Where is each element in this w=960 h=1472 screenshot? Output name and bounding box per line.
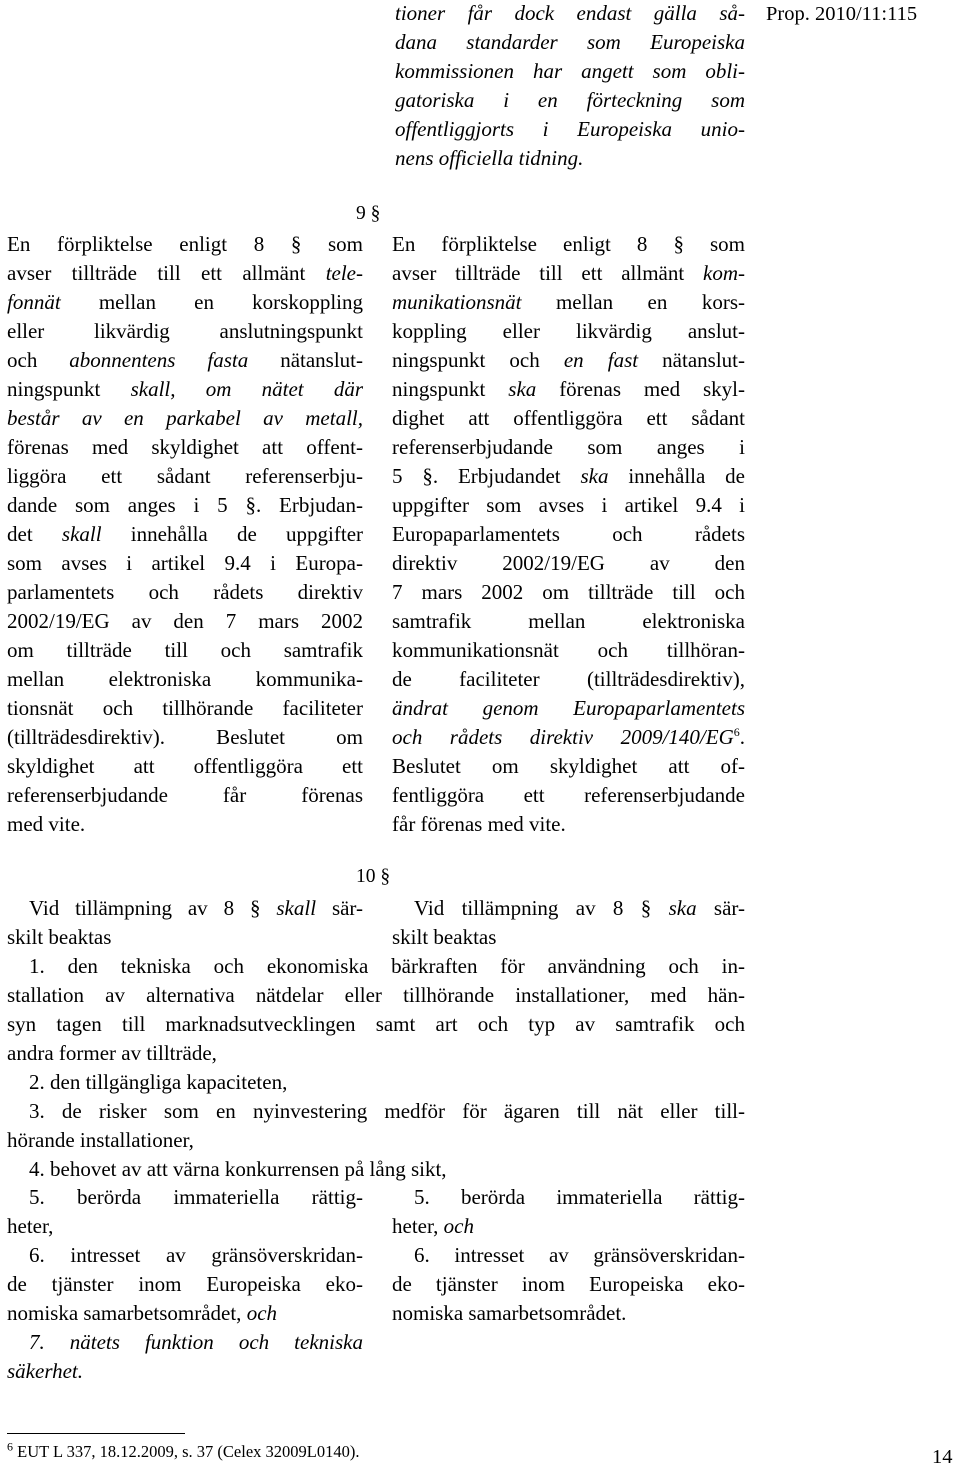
text-line — [7, 1357, 363, 1386]
text-segment: förenas med skyl- — [536, 377, 745, 401]
text-line — [392, 375, 745, 404]
text-segment: nätanslut- — [248, 348, 363, 372]
text-line — [392, 259, 745, 288]
text-segment: nätanslut- — [638, 348, 745, 372]
text-line — [392, 520, 745, 549]
italic-text: skall, om nätet där — [130, 377, 363, 401]
paragraph-label-9: 9 § — [356, 203, 381, 224]
text-segment: dande som anges i 5 §. Erbjudan- — [7, 493, 363, 517]
footnote-number: 6 — [7, 1439, 13, 1454]
text-segment: skilt beaktas — [392, 925, 497, 949]
text-segment: avser tillträde till ett allmänt — [7, 261, 326, 285]
text-segment: direktiv 2002/19/EG av den — [392, 551, 745, 575]
text-segment: innehålla de uppgifter — [101, 522, 364, 546]
text-segment: ningspunkt och — [392, 348, 564, 372]
text-line — [392, 346, 745, 375]
text-line — [7, 894, 363, 923]
text-segment: 5 §. Erbjudandet — [392, 464, 581, 488]
text-segment: de tjänster inom Europeiska eko- — [7, 1272, 363, 1296]
text-line — [392, 810, 745, 839]
text-segment: förenas med skyldighet att offent- — [7, 435, 363, 459]
text-line — [7, 636, 363, 665]
text-line: stallation av alternativa nätdelar eller tillhörande installationer, med hän- — [7, 983, 745, 1007]
text-line — [7, 1183, 363, 1212]
text-line — [392, 491, 745, 520]
text-segment: fentliggöra ett referenserbjudande — [392, 783, 745, 807]
text-line: offentliggjorts i Europeiska unio- — [395, 117, 745, 141]
text-line: hörande installationer, — [7, 1128, 194, 1152]
text-line — [392, 433, 745, 462]
italic-text: består av en parkabel av metall, — [7, 406, 363, 430]
text-segment: sär- — [316, 896, 364, 920]
text-line: nens officiella tidning. — [395, 146, 584, 170]
italic-text: fonnät — [7, 290, 61, 314]
text-segment: liggöra ett sådant referenserbju- — [7, 464, 363, 488]
section10-left-tail — [7, 1183, 363, 1386]
text-segment: Vid tillämpning av 8 § — [29, 896, 277, 920]
text-segment: som avses i artikel 9.4 i Europa- — [7, 551, 363, 575]
footnote-ref: 6 — [733, 725, 740, 739]
italic-text: 7. nätets funktion och tekniska — [29, 1330, 363, 1354]
text-line — [392, 752, 745, 781]
text-segment: med vite. — [7, 812, 86, 836]
text-segment: referenserbjudande som anges i — [392, 435, 745, 459]
text-line — [7, 462, 363, 491]
text-line — [392, 665, 745, 694]
footnote-text: EUT L 337, 18.12.2009, s. 37 (Celex 32009L0140). — [17, 1442, 360, 1461]
text-segment: innehålla de — [608, 464, 745, 488]
italic-text: abonnentens fasta — [69, 348, 249, 372]
italic-text: en fast — [563, 348, 639, 372]
footnote — [7, 1441, 359, 1463]
section9-right-column — [392, 230, 745, 839]
italic-text: tele- — [325, 261, 363, 285]
text-segment: parlamentets och rådets direktiv — [7, 580, 363, 604]
text-line — [7, 1270, 363, 1299]
text-segment: (tillträdesdirektiv). Beslutet om — [7, 725, 363, 749]
footnote-separator — [7, 1433, 185, 1434]
text-segment: nomiska samarbetsområdet. — [392, 1301, 627, 1325]
text-line — [7, 752, 363, 781]
top-right-continuation — [395, 0, 745, 173]
text-segment: de faciliteter (tillträdesdirektiv), — [392, 667, 745, 691]
text-line — [392, 549, 745, 578]
text-segment: Vid tillämpning av 8 § — [414, 896, 669, 920]
text-segment: 2002/19/EG av den 7 mars 2002 — [7, 609, 363, 633]
text-line — [392, 1183, 745, 1212]
text-segment: och — [7, 348, 70, 372]
text-line: 4. behovet av att värna konkurrensen på lång sikt, — [29, 1157, 447, 1181]
text-segment: om tillträde till och samtrafik — [7, 638, 363, 662]
italic-text: ska — [508, 377, 537, 401]
text-line — [392, 1270, 745, 1299]
text-segment: Europaparlamentets och rådets — [392, 522, 745, 546]
text-line — [392, 894, 745, 923]
text-segment: uppgifter som avses i artikel 9.4 i — [392, 493, 745, 517]
text-segment: mellan elektroniska kommunika- — [7, 667, 363, 691]
text-line — [392, 288, 745, 317]
page-number: 14 — [932, 1446, 953, 1468]
text-line — [7, 346, 363, 375]
text-line: gatoriska i en förteckning som — [395, 88, 745, 112]
text-line — [7, 549, 363, 578]
text-line: andra former av tillträde, — [7, 1041, 217, 1065]
text-line — [392, 230, 745, 259]
paragraph-label-10: 10 § — [356, 866, 391, 887]
text-segment: koppling eller likvärdig anslut- — [392, 319, 745, 343]
italic-text: och rådets direktiv 2009/140/EG — [392, 725, 734, 749]
italic-text: ska — [668, 896, 697, 920]
text-segment: nomiska samarbetsområdet, — [7, 1301, 247, 1325]
section10-common-items — [7, 952, 745, 1184]
text-segment: det — [7, 522, 62, 546]
prop-reference: Prop. 2010/11:115 — [766, 3, 918, 25]
text-line — [392, 923, 745, 952]
text-line — [392, 404, 745, 433]
text-segment: eller likvärdig anslutningspunkt — [7, 319, 363, 343]
text-line — [392, 462, 745, 491]
italic-text: och — [443, 1214, 474, 1238]
text-line: kommissionen har angett som obli- — [395, 59, 745, 83]
italic-text: säkerhet. — [7, 1359, 84, 1383]
text-segment: samtrafik mellan elektroniska — [392, 609, 745, 633]
text-line — [7, 723, 363, 752]
text-line — [392, 1241, 745, 1270]
text-segment: skilt beaktas — [7, 925, 112, 949]
text-line — [392, 1212, 745, 1241]
section10-right-tail — [392, 1183, 745, 1328]
text-line — [7, 665, 363, 694]
italic-text: ändrat genom Europaparlamentets — [392, 696, 745, 720]
text-segment: En förpliktelse enligt 8 § som — [392, 232, 745, 256]
text-segment: 7 mars 2002 om tillträde till och — [392, 580, 745, 604]
section9-left-column — [7, 230, 363, 839]
italic-text: och — [246, 1301, 278, 1325]
text-line: 2. den tillgängliga kapaciteten, — [29, 1070, 288, 1094]
list-item — [7, 1097, 745, 1155]
text-segment: skyldighet att offentliggöra ett — [7, 754, 363, 778]
text-line — [7, 781, 363, 810]
text-segment: tionsnät och tillhörande faciliteter — [7, 696, 363, 720]
text-line: 1. den tekniska och ekonomiska bärkraften för användning och in- — [29, 954, 745, 978]
text-segment: ningspunkt — [392, 377, 509, 401]
italic-text: skall — [61, 522, 102, 546]
text-segment: En förpliktelse enligt 8 § som — [7, 232, 363, 256]
text-line — [7, 288, 363, 317]
text-segment: avser tillträde till ett allmänt — [392, 261, 704, 285]
text-segment: referenserbjudande får förenas — [7, 783, 363, 807]
text-line — [7, 694, 363, 723]
list-item — [7, 1155, 745, 1184]
text-line — [392, 317, 745, 346]
text-line — [7, 1299, 363, 1328]
text-line — [7, 317, 363, 346]
text-line: syn tagen till marknadsutvecklingen samt art och typ av samtrafik och — [7, 1012, 745, 1036]
italic-text: ska — [580, 464, 609, 488]
text-segment: kommunikationsnät och tillhöran- — [392, 638, 745, 662]
text-line — [7, 1328, 363, 1357]
italic-text: munikationsnät — [392, 290, 522, 314]
text-line — [7, 404, 363, 433]
text-segment: mellan en kors- — [521, 290, 745, 314]
text-line — [7, 810, 363, 839]
text-segment: mellan en korskoppling — [60, 290, 363, 314]
text-line — [7, 1212, 363, 1241]
text-line: 3. de risker som en nyinvestering medför för ägaren till nät eller till- — [29, 1099, 745, 1123]
text-line — [392, 781, 745, 810]
text-line — [392, 607, 745, 636]
text-segment: . — [739, 725, 745, 749]
text-segment: får förenas med vite. — [392, 812, 566, 836]
text-line — [7, 433, 363, 462]
section10-right-intro — [392, 894, 745, 952]
text-line: dana standarder som Europeiska — [395, 30, 745, 54]
italic-text: skall — [276, 896, 317, 920]
text-segment: 5. berörda immateriella rättig- — [29, 1185, 363, 1209]
text-segment: Beslutet om skyldighet att of- — [392, 754, 745, 778]
text-line: tioner får dock endast gälla så- — [395, 1, 745, 25]
text-segment: de tjänster inom Europeiska eko- — [392, 1272, 745, 1296]
text-line — [7, 923, 363, 952]
text-line — [7, 491, 363, 520]
italic-text: kom- — [703, 261, 745, 285]
text-line — [392, 694, 745, 723]
text-segment: 6. intresset av gränsöverskridan- — [29, 1243, 363, 1267]
text-line — [7, 259, 363, 288]
text-segment: heter, — [392, 1214, 444, 1238]
section10-left-intro — [7, 894, 363, 952]
text-line — [7, 520, 363, 549]
text-line — [7, 230, 363, 259]
list-item — [7, 952, 745, 1068]
text-segment: dighet att offentliggöra ett sådant — [392, 406, 745, 430]
text-segment: ningspunkt — [7, 377, 131, 401]
text-line — [7, 578, 363, 607]
text-line — [392, 723, 745, 752]
text-segment: sär- — [696, 896, 745, 920]
text-line — [7, 375, 363, 404]
text-segment: 5. berörda immateriella rättig- — [414, 1185, 745, 1209]
text-segment: 6. intresset av gränsöverskridan- — [414, 1243, 745, 1267]
text-line — [392, 636, 745, 665]
text-line — [7, 1241, 363, 1270]
list-item — [7, 1068, 745, 1097]
text-line — [7, 607, 363, 636]
text-line — [392, 578, 745, 607]
text-segment: heter, — [7, 1214, 54, 1238]
text-line — [392, 1299, 745, 1328]
